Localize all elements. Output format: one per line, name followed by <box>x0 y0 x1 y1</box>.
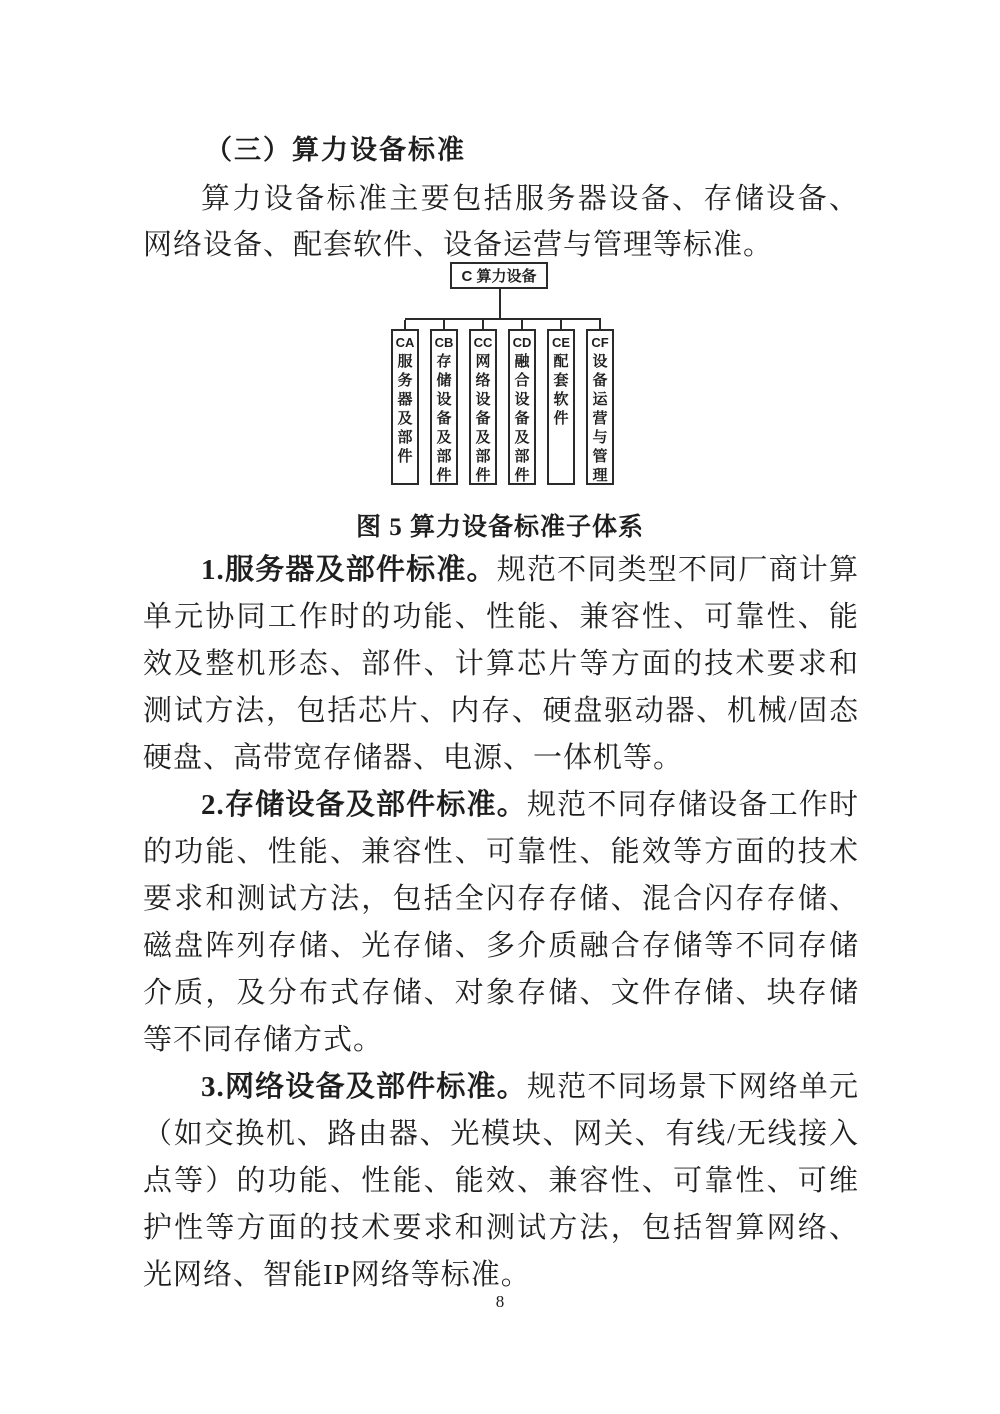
diagram-label-char: 与 <box>592 429 608 446</box>
diagram-label-char: 及 <box>397 410 413 427</box>
diagram-child-node <box>469 320 497 485</box>
paragraph-lead: 1.服务器及部件标准。 <box>201 554 497 586</box>
connector-stub-line <box>521 320 523 329</box>
diagram-label-char: 件 <box>475 467 491 484</box>
connector-stub-line <box>560 320 562 329</box>
paragraph-text: 规范不同类型不同厂商计算单元协同工作时的功能、性能、兼容性、可靠性、能效及整机形态、部件、计算芯片等方面的技术要求和测试方法，包括芯片、内存、硬盘驱动器、机械/固态硬盘、高带宽存储器、电源、一体机等。 <box>143 554 859 774</box>
diagram-label-char: 理 <box>592 467 608 484</box>
connector-stub-line <box>443 320 445 329</box>
body-paragraph <box>143 1064 859 1299</box>
diagram-label-char: 及 <box>475 429 491 446</box>
body-paragraph <box>143 782 859 1064</box>
paragraph-lead: 3.网络设备及部件标准。 <box>201 1071 527 1103</box>
diagram-node-label <box>397 352 412 466</box>
diagram-child-node <box>586 320 614 485</box>
diagram-label-char: 备 <box>592 372 608 389</box>
diagram-label-char: 部 <box>475 448 491 465</box>
diagram-child-node <box>547 320 575 485</box>
diagram-node-code: CD <box>512 335 532 350</box>
diagram-node-code: CF <box>591 335 609 350</box>
paragraph-text: 规范不同场景下网络单元（如交换机、路由器、光模块、网关、有线/无线接入点等）的功能、性能、能效、兼容性、可靠性、可维护性等方面的技术要求和测试方法，包括智算网络、光网络、智能IP网络等标准。 <box>143 1071 859 1291</box>
diagram-label-char: 网 <box>475 353 491 370</box>
diagram-node-label <box>514 352 529 485</box>
diagram-label-char: 件 <box>514 467 530 484</box>
diagram-node-label <box>592 352 607 485</box>
diagram-label-char: 备 <box>436 410 452 427</box>
diagram-node-code: CC <box>473 335 493 350</box>
connector-stub-line <box>404 320 406 329</box>
connector-stub-line <box>599 320 601 329</box>
diagram-node-label <box>436 352 451 485</box>
diagram-root-node: C 算力设备 <box>450 262 548 289</box>
diagram-child-node <box>430 320 458 485</box>
diagram-label-char: 营 <box>592 410 608 427</box>
paragraph-text: 规范不同存储设备工作时的功能、性能、兼容性、可靠性、能效等方面的技术要求和测试方法，包括全闪存存储、混合闪存存储、磁盘阵列存储、光存储、多介质融合存储等不同存储介质，及分布式存储、对象存储、文件存储、块存储等不同存储方式。 <box>143 789 859 1056</box>
diagram-node-label <box>553 352 568 428</box>
diagram-label-char: 设 <box>592 353 608 370</box>
diagram-label-char: 务 <box>397 372 413 389</box>
diagram-node-box <box>430 329 458 485</box>
diagram-label-char: 融 <box>514 353 530 370</box>
diagram-label-char: 部 <box>397 429 413 446</box>
diagram-node-label <box>475 352 490 485</box>
diagram-label-char: 络 <box>475 372 491 389</box>
diagram-node-code: CA <box>395 335 415 350</box>
diagram-node-box <box>391 329 419 485</box>
diagram-label-char: 件 <box>436 467 452 484</box>
diagram-label-char: 部 <box>436 448 452 465</box>
diagram-label-char: 合 <box>514 372 530 389</box>
connector-stub-line <box>482 320 484 329</box>
diagram-label-char: 设 <box>475 391 491 408</box>
diagram-node-box <box>547 329 575 485</box>
diagram-label-char: 设 <box>514 391 530 408</box>
paragraph-lead: 2.存储设备及部件标准。 <box>201 789 527 821</box>
body-paragraph <box>143 547 859 782</box>
standards-tree-diagram <box>389 262 615 486</box>
diagram-label-char: 软 <box>553 391 569 408</box>
diagram-label-char: 件 <box>553 410 569 427</box>
diagram-label-char: 储 <box>436 372 452 389</box>
diagram-label-char: 服 <box>397 353 413 370</box>
diagram-child-node <box>391 320 419 485</box>
diagram-node-box <box>586 329 614 485</box>
body-paragraphs <box>143 547 859 1299</box>
diagram-label-char: 管 <box>592 448 608 465</box>
diagram-label-char: 件 <box>397 448 413 465</box>
diagram-node-code: CB <box>434 335 454 350</box>
figure-caption: 图 5 算力设备标准子体系 <box>355 514 644 541</box>
diagram-label-char: 及 <box>514 429 530 446</box>
connector-vertical-line <box>499 289 501 318</box>
diagram-child-node <box>508 320 536 485</box>
diagram-label-char: 备 <box>514 410 530 427</box>
page-number: 8 <box>495 1292 505 1311</box>
diagram-label-char: 备 <box>475 410 491 427</box>
diagram-node-code: CE <box>551 335 571 350</box>
diagram-node-box <box>469 329 497 485</box>
diagram-label-char: 套 <box>553 372 569 389</box>
section-heading: （三）算力设备标准 <box>205 135 466 165</box>
diagram-label-char: 部 <box>514 448 530 465</box>
diagram-label-char: 存 <box>436 353 452 370</box>
diagram-label-char: 及 <box>436 429 452 446</box>
intro-paragraph: 算力设备标准主要包括服务器设备、存储设备、网络设备、配套软件、设备运营与管理等标准。 <box>143 183 859 261</box>
diagram-label-char: 设 <box>436 391 452 408</box>
diagram-label-char: 器 <box>397 391 413 408</box>
diagram-label-char: 运 <box>592 391 608 408</box>
diagram-label-char: 配 <box>553 353 569 370</box>
diagram-node-box <box>508 329 536 485</box>
